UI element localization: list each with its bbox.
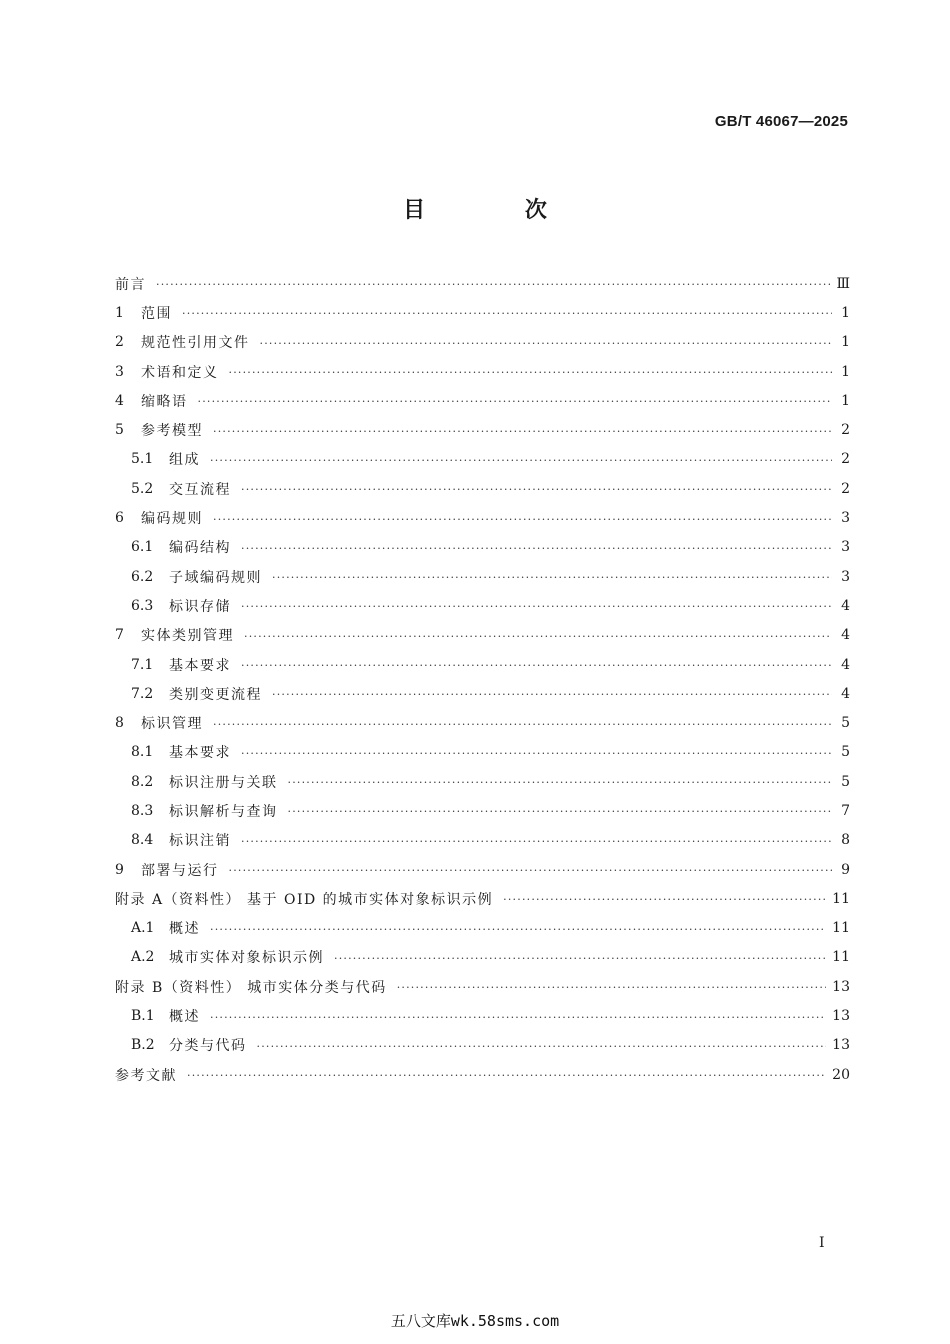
toc-entry-number: 9: [115, 861, 124, 878]
toc-entry-number: 6.2: [131, 568, 154, 585]
toc-entry-title: 参考文献: [115, 1067, 177, 1084]
toc-entry-title: 概述: [169, 1009, 200, 1026]
toc-entry-page: 4: [841, 627, 850, 644]
toc-entry-page: 11: [832, 949, 850, 966]
toc-entry-number: 8: [115, 715, 124, 732]
toc-entry[interactable]: [115, 650, 850, 679]
toc-dot-leader: [182, 308, 832, 319]
toc-dot-leader: [213, 514, 832, 525]
toc-entry-title: 基本要求: [169, 745, 231, 762]
toc-dot-leader: [241, 836, 832, 847]
toc-entry-page: 2: [841, 422, 850, 439]
toc-dot-leader: [229, 367, 833, 378]
toc-entry[interactable]: [115, 621, 850, 650]
toc-dot-leader: [213, 426, 832, 437]
toc-entry-page: 2: [841, 480, 850, 497]
toc-entry-page: 1: [841, 363, 850, 380]
toc-entry-title: 子域编码规则: [169, 569, 262, 586]
toc-entry[interactable]: [115, 884, 850, 913]
toc-entry-number: 7.1: [131, 656, 154, 673]
toc-entry-page: 11: [832, 890, 850, 907]
toc-entry[interactable]: [115, 474, 850, 503]
toc-dot-leader: [241, 543, 832, 554]
toc-entry-title: 组成: [169, 452, 200, 469]
toc-dot-leader: [229, 865, 833, 876]
toc-entry-number: 5.1: [131, 451, 154, 468]
toc-entry-number: B.1: [131, 1008, 155, 1025]
toc-entry[interactable]: [115, 914, 850, 943]
watermark-text: 五八文库wk.58sms.com: [390, 1312, 560, 1330]
toc-entry-title: 标识注册与关联: [169, 774, 278, 791]
toc-entry-page: 1: [841, 304, 850, 321]
toc-entry-title: 缩略语: [141, 393, 188, 410]
toc-dot-leader: [210, 455, 832, 466]
toc-entry[interactable]: [115, 386, 850, 415]
toc-entry-title: 城市实体对象标识示例: [169, 950, 324, 967]
toc-entry-title: 编码规则: [141, 511, 203, 528]
toc-entry-number: 4: [115, 392, 124, 409]
toc-entry[interactable]: [115, 972, 850, 1001]
toc-dot-leader: [257, 1041, 827, 1052]
table-of-contents: [115, 269, 850, 1089]
toc-dot-leader: [397, 982, 826, 993]
toc-entry-page: 1: [841, 392, 850, 409]
toc-entry-number: 6.3: [131, 597, 154, 614]
toc-entry[interactable]: [115, 708, 850, 737]
toc-entry-page: 8: [841, 832, 850, 849]
toc-dot-leader: [288, 777, 833, 788]
toc-entry-page: 9: [841, 861, 850, 878]
toc-dot-leader: [156, 279, 830, 290]
toc-entry[interactable]: [115, 591, 850, 620]
toc-entry-page: 5: [841, 715, 850, 732]
toc-entry-title: 分类与代码: [169, 1038, 247, 1055]
toc-entry-page: Ⅲ: [836, 275, 850, 292]
toc-entry-page: 5: [841, 773, 850, 790]
toc-entry-page: 4: [841, 656, 850, 673]
toc-dot-leader: [210, 1012, 826, 1023]
toc-dot-leader: [241, 748, 832, 759]
toc-entry-page: 3: [841, 539, 850, 556]
toc-entry-page: 13: [832, 978, 850, 995]
toc-entry[interactable]: [115, 328, 850, 357]
toc-entry-number: 7: [115, 627, 124, 644]
toc-dot-leader: [272, 689, 832, 700]
toc-entry-title: 实体类别管理: [141, 628, 234, 645]
toc-dot-leader: [244, 631, 832, 642]
toc-entry-title: 基本要求: [169, 657, 231, 674]
toc-entry-title: 术语和定义: [141, 364, 219, 381]
toc-entry[interactable]: [115, 679, 850, 708]
toc-entry[interactable]: [115, 1060, 850, 1089]
toc-entry[interactable]: [115, 415, 850, 444]
toc-entry-page: 20: [832, 1066, 850, 1083]
standard-number: GB/T 46067—2025: [714, 113, 848, 130]
toc-entry-page: 5: [841, 744, 850, 761]
toc-entry[interactable]: [115, 767, 850, 796]
toc-dot-leader: [198, 396, 833, 407]
toc-entry[interactable]: [115, 445, 850, 474]
toc-entry[interactable]: [115, 562, 850, 591]
toc-entry[interactable]: [115, 503, 850, 532]
toc-entry[interactable]: [115, 943, 850, 972]
toc-entry-number: 6.1: [131, 539, 154, 556]
toc-dot-leader: [241, 601, 832, 612]
toc-entry[interactable]: [115, 269, 850, 298]
toc-entry-title: 附录 A（资料性） 基于 OID 的城市实体对象标识示例: [115, 891, 494, 908]
toc-entry[interactable]: [115, 826, 850, 855]
toc-entry-page: 7: [841, 802, 850, 819]
toc-entry-page: 13: [832, 1037, 850, 1054]
toc-dot-leader: [334, 953, 826, 964]
toc-dot-leader: [241, 484, 832, 495]
toc-entry-number: A.1: [131, 920, 155, 937]
toc-entry-page: 13: [832, 1008, 850, 1025]
toc-entry-number: 1: [115, 304, 124, 321]
toc-entry-page: 4: [841, 685, 850, 702]
toc-entry-number: 2: [115, 334, 124, 351]
toc-entry-number: 6: [115, 510, 124, 527]
toc-entry-page: 4: [841, 597, 850, 614]
toc-entry-title: 编码结构: [169, 540, 231, 557]
toc-entry-title: 类别变更流程: [169, 686, 262, 703]
toc-entry-title: 标识解析与查询: [169, 803, 278, 820]
toc-entry-number: 3: [115, 363, 124, 380]
toc-entry-title: 部署与运行: [141, 862, 219, 879]
toc-entry-page: 1: [841, 334, 850, 351]
toc-dot-leader: [260, 338, 833, 349]
toc-entry-title: 附录 B（资料性） 城市实体分类与代码: [115, 979, 387, 996]
toc-entry[interactable]: [115, 1031, 850, 1060]
toc-entry-number: 8.3: [131, 802, 154, 819]
toc-entry-title: 标识注销: [169, 833, 231, 850]
toc-entry-title: 标识存储: [169, 598, 231, 615]
toc-dot-leader: [288, 806, 833, 817]
toc-entry[interactable]: [115, 298, 850, 327]
toc-entry-title: 范围: [141, 305, 172, 322]
page-number: I: [819, 1235, 825, 1251]
toc-entry-title: 参考模型: [141, 423, 203, 440]
toc-dot-leader: [187, 1070, 826, 1081]
toc-entry-number: 7.2: [131, 685, 154, 702]
toc-dot-leader: [241, 660, 832, 671]
toc-dot-leader: [210, 924, 826, 935]
toc-entry-page: 11: [832, 920, 850, 937]
toc-entry-number: 8.4: [131, 832, 154, 849]
toc-dot-leader: [213, 719, 832, 730]
toc-entry[interactable]: [115, 738, 850, 767]
toc-entry-number: A.2: [131, 949, 155, 966]
toc-entry-page: 2: [841, 451, 850, 468]
toc-entry[interactable]: [115, 796, 850, 825]
toc-entry-number: 8.1: [131, 744, 154, 761]
page-title: 目 次: [403, 198, 593, 223]
toc-entry[interactable]: [115, 1001, 850, 1030]
toc-entry-title: 规范性引用文件: [141, 335, 250, 352]
toc-entry[interactable]: [115, 357, 850, 386]
toc-entry-number: 5.2: [131, 480, 154, 497]
toc-entry-title: 概述: [169, 921, 200, 938]
toc-entry-title: 标识管理: [141, 716, 203, 733]
toc-entry-title: 交互流程: [169, 481, 231, 498]
toc-dot-leader: [272, 572, 832, 583]
toc-entry-page: 3: [841, 510, 850, 527]
toc-entry-page: 3: [841, 568, 850, 585]
toc-entry-number: 8.2: [131, 773, 154, 790]
toc-entry-title: 前言: [115, 276, 146, 293]
toc-entry-number: B.2: [131, 1037, 155, 1054]
toc-entry[interactable]: [115, 533, 850, 562]
toc-dot-leader: [503, 894, 826, 905]
toc-entry[interactable]: [115, 855, 850, 884]
toc-entry-number: 5: [115, 422, 124, 439]
